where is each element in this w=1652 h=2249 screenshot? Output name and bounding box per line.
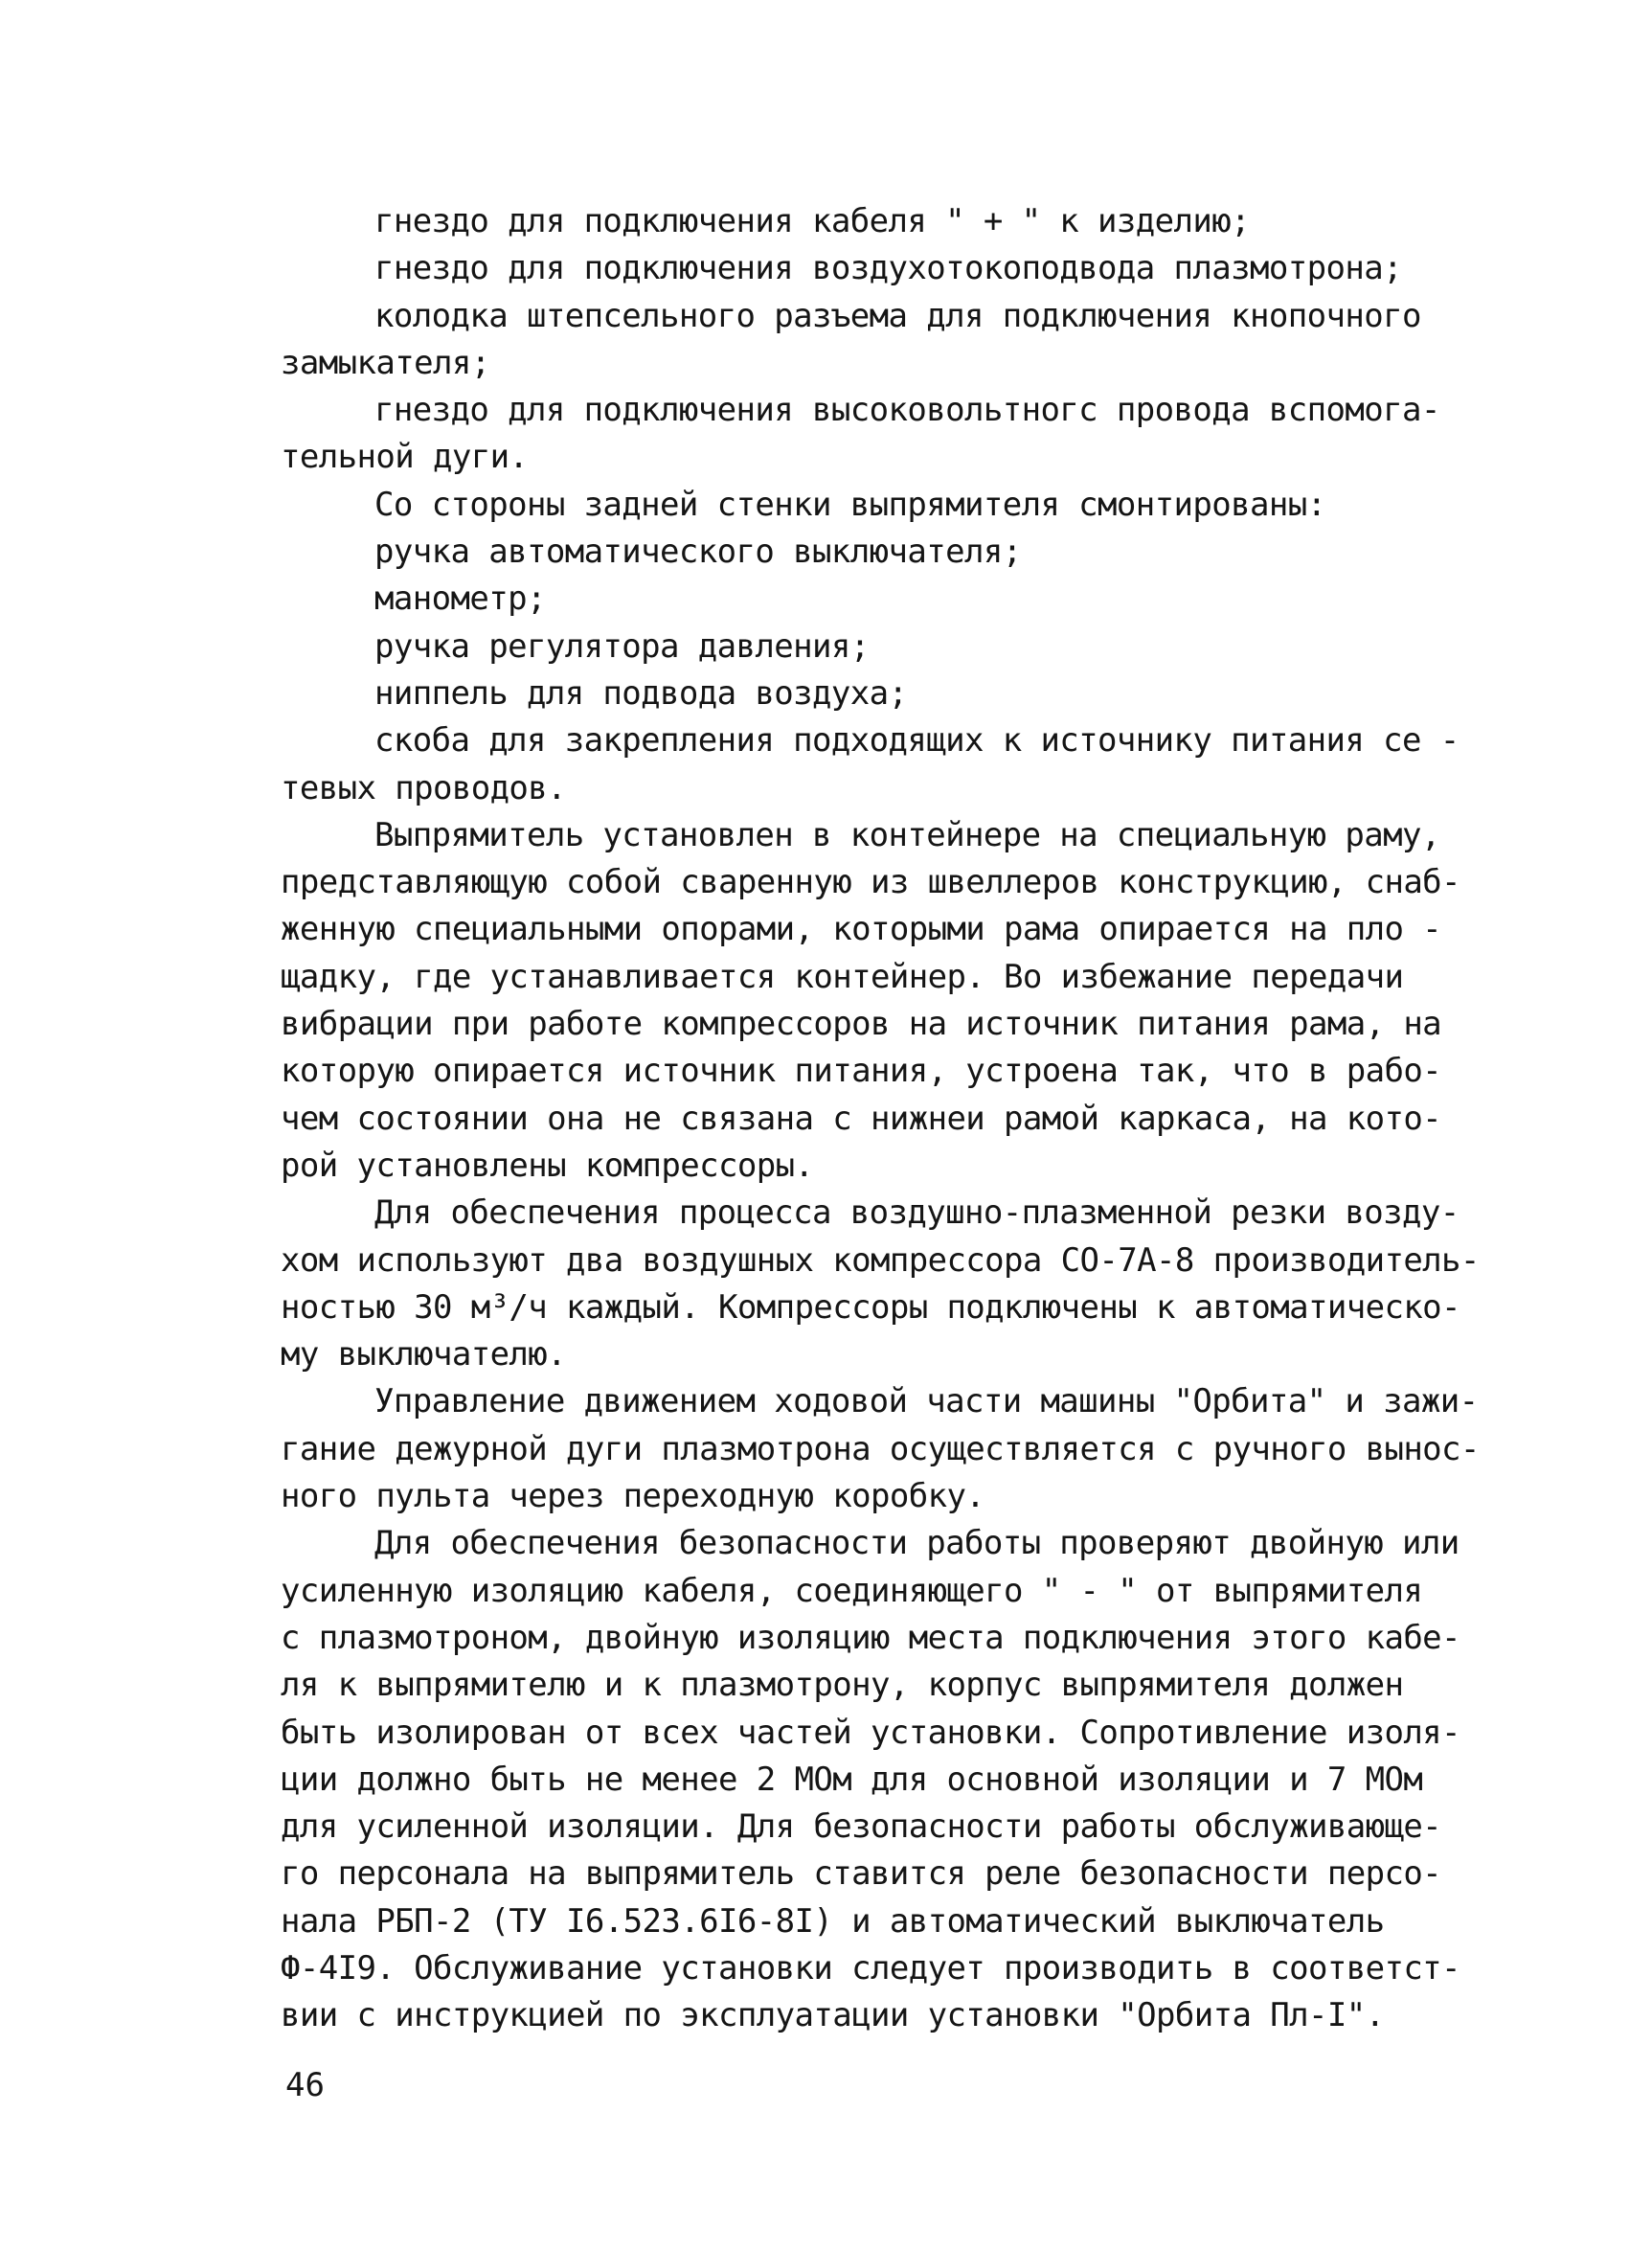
text-line: го персонала на выпрямитель ставится реле безопасности персо- [281, 1854, 1442, 1894]
text-line: вибрации при работе компрессоров на источник питания рама, на [281, 1005, 1442, 1044]
text-line: ручка регулятора давления; [374, 626, 870, 666]
text-line: усиленную изоляцию кабеля, соединяющего " - " от выпрямителя [281, 1571, 1423, 1610]
text-line: чем состоянии она не связана с нижнеи рамой каркаса, на кото- [281, 1099, 1442, 1138]
page-number: 46 [285, 2066, 325, 2104]
text-line: хом используют два воздушных компрессора СО-7А-8 производитель- [281, 1240, 1480, 1280]
text-line: представляющую собой сваренную из швеллеров конструкцию, снаб- [281, 863, 1460, 902]
text-line: Ф-4I9. Обслуживание установки следует производить в соответст- [281, 1948, 1460, 1988]
text-line: гнездо для подключения кабеля " + " к изделию; [374, 202, 1251, 240]
text-line: колодка штепсельного разъема для подключения кнопочного [374, 296, 1421, 335]
text-line: гание дежурной дуги плазмотрона осуществляется с ручного вынос- [281, 1429, 1480, 1468]
text-line: щадку, где устанавливается контейнер. Во избежание передачи [281, 957, 1404, 996]
text-line: Со стороны задней стенки выпрямителя смонтированы: [374, 485, 1326, 524]
text-line: ции должно быть не менее 2 МОм для основной изоляции и 7 МОм [281, 1760, 1423, 1799]
text-line: Для обеспечения процесса воздушно-плазменной резки возду- [374, 1193, 1460, 1233]
text-line: ного пульта через переходную коробку. [281, 1477, 985, 1516]
text-line: для усиленной изоляции. Для безопасности работы обслуживающе- [281, 1807, 1442, 1847]
text-line: рой установлены компрессоры. [281, 1146, 814, 1185]
text-line: ручка автоматического выключателя; [374, 533, 1022, 572]
text-line: нала РБП-2 (ТУ I6.523.6I6-8I) и автоматический выключатель [281, 1901, 1385, 1941]
text-line: ниппель для подвода воздуха; [374, 673, 908, 713]
text-line: му выключателю. [281, 1335, 567, 1374]
text-line: гнездо для подключения высоковольтногс провода вспомога- [374, 391, 1440, 430]
text-line: скоба для закрепления подходящих к источнику питания се - [374, 721, 1460, 761]
text-line: Управление движением ходовой части машины "Орбита" и зажи- [374, 1382, 1479, 1421]
text-line: тевых проводов. [281, 768, 567, 807]
text-line: быть изолирован от всех частей установки. Сопротивление изоля- [281, 1713, 1460, 1752]
text-line: которую опирается источник питания, устроена так, что в рабо- [281, 1052, 1442, 1091]
text-line: ностью 30 м³/ч каждый. Компрессоры подключены к автоматическо- [281, 1287, 1460, 1327]
text-line: ля к выпрямителю и к плазмотрону, корпус выпрямителя должен [281, 1666, 1404, 1705]
text-line: замыкателя; [281, 343, 490, 382]
text-line: женную специальными опорами, которыми рама опирается на пло - [281, 910, 1442, 949]
body-text [281, 198, 1492, 2040]
text-line: тельной дуги. [281, 438, 529, 477]
text-line: вии с инструкцией по эксплуатации установки "Орбита Пл-I". [281, 1996, 1385, 2035]
text-line: с плазмотроном, двойную изоляцию места подключения этого кабе- [281, 1618, 1460, 1657]
text-line: гнездо для подключения воздухотокоподвода плазмотрона; [374, 249, 1402, 288]
text-line: манометр; [374, 579, 546, 619]
text-line: Выпрямитель установлен в контейнере на специальную раму, [374, 815, 1440, 854]
text-line: Для обеспечения безопасности работы проверяют двойную или [374, 1524, 1460, 1563]
